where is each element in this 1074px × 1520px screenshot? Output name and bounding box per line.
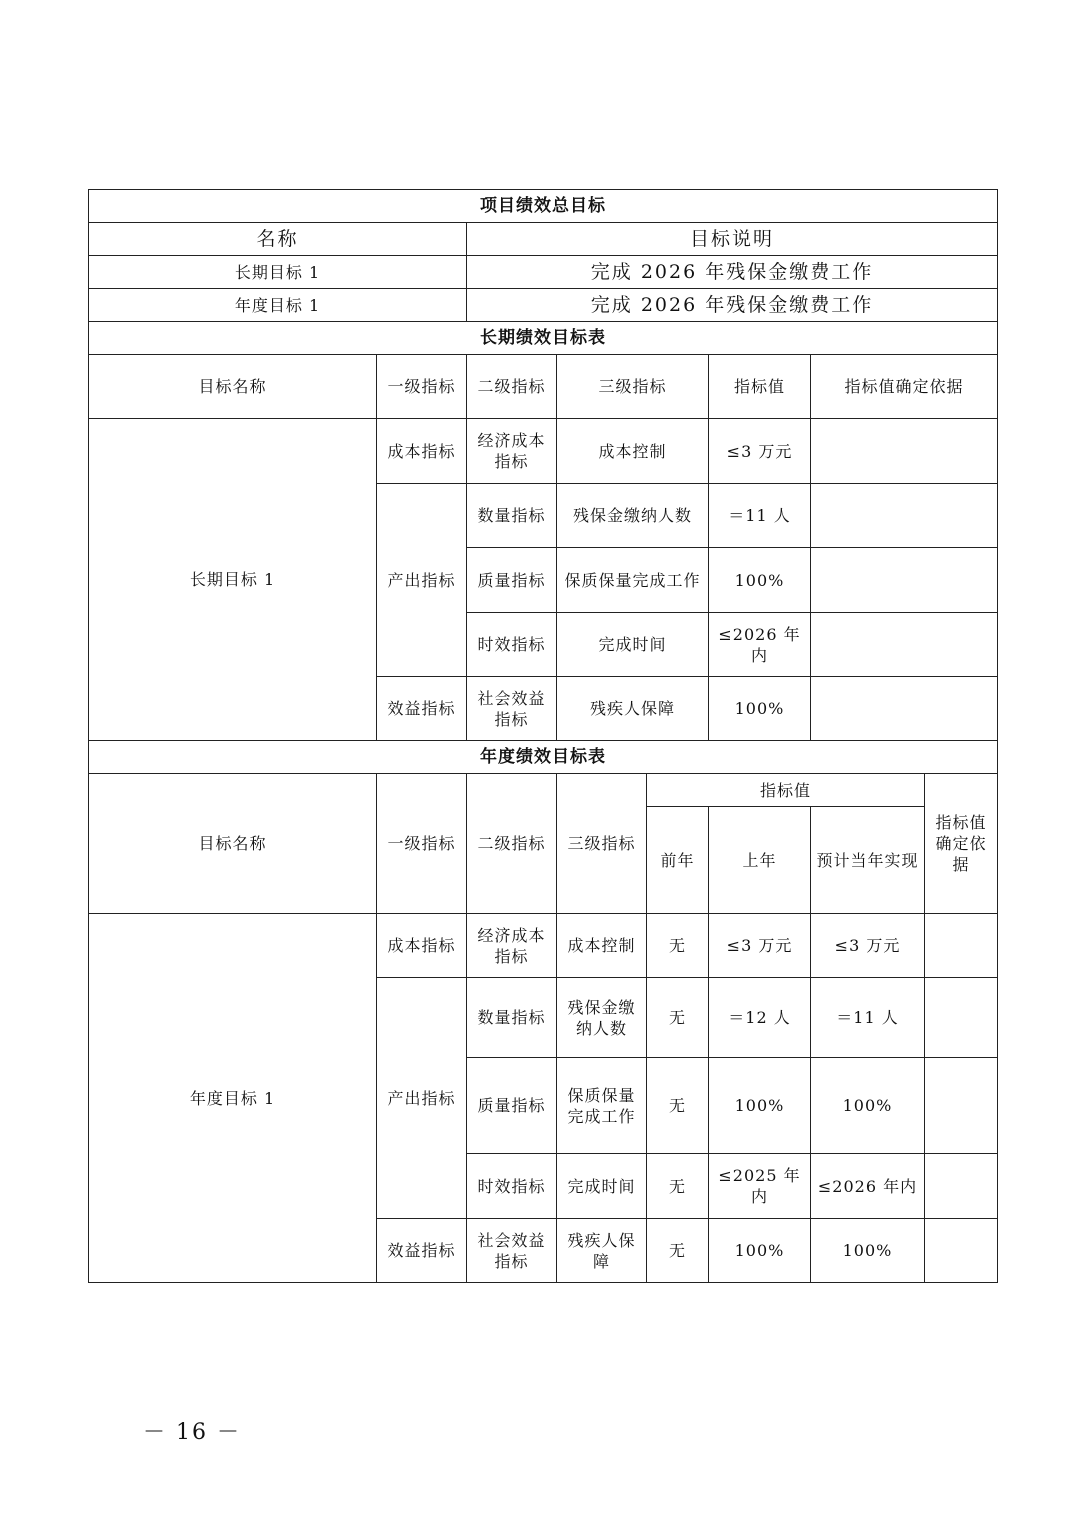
long-level1: 产出指标 — [377, 484, 467, 677]
annual-last: 100% — [709, 1058, 811, 1154]
annual-basis — [925, 1154, 998, 1219]
annual-header-target: 目标名称 — [89, 774, 377, 914]
long-term-title: 长期绩效目标表 — [89, 322, 998, 355]
long-level3: 残保金缴纳人数 — [557, 484, 709, 548]
long-level3: 完成时间 — [557, 613, 709, 677]
summary-row-name: 长期目标 1 — [89, 256, 467, 289]
annual-level3: 残疾人保障 — [557, 1219, 647, 1283]
annual-level3: 成本控制 — [557, 914, 647, 978]
annual-prev: 无 — [647, 978, 709, 1058]
long-level2: 时效指标 — [467, 613, 557, 677]
annual-header-level1: 一级指标 — [377, 774, 467, 914]
annual-last: ≤2025 年内 — [709, 1154, 811, 1219]
annual-prev: 无 — [647, 1058, 709, 1154]
annual-basis — [925, 978, 998, 1058]
annual-basis — [925, 1058, 998, 1154]
long-level2: 质量指标 — [467, 548, 557, 613]
annual-header-value: 指标值 — [647, 774, 925, 807]
annual-level2: 时效指标 — [467, 1154, 557, 1219]
performance-table — [88, 189, 998, 1283]
annual-level1: 效益指标 — [377, 1219, 467, 1283]
annual-title: 年度绩效目标表 — [89, 741, 998, 774]
long-basis — [811, 419, 998, 484]
annual-level2: 质量指标 — [467, 1058, 557, 1154]
annual-header-basis: 指标值确定依据 — [925, 774, 998, 914]
long-header-level1: 一级指标 — [377, 355, 467, 419]
annual-level3: 残保金缴纳人数 — [557, 978, 647, 1058]
annual-expected: ＝11 人 — [811, 978, 925, 1058]
page-number: － 16 － — [143, 1420, 241, 1445]
annual-expected: 100% — [811, 1219, 925, 1283]
annual-header-level3: 三级指标 — [557, 774, 647, 914]
long-basis — [811, 484, 998, 548]
annual-last: ＝12 人 — [709, 978, 811, 1058]
annual-level1: 成本指标 — [377, 914, 467, 978]
annual-level3: 保质保量完成工作 — [557, 1058, 647, 1154]
long-value: ≤2026 年内 — [709, 613, 811, 677]
summary-title: 项目绩效总目标 — [89, 190, 998, 223]
annual-target-name: 年度目标 1 — [89, 914, 377, 1283]
long-level2: 数量指标 — [467, 484, 557, 548]
annual-level2: 经济成本指标 — [467, 914, 557, 978]
summary-col-desc: 目标说明 — [467, 223, 998, 256]
annual-expected: ≤2026 年内 — [811, 1154, 925, 1219]
long-basis — [811, 677, 998, 741]
annual-prev: 无 — [647, 914, 709, 978]
long-value: ＝11 人 — [709, 484, 811, 548]
summary-row-name: 年度目标 1 — [89, 289, 467, 322]
long-header-level2: 二级指标 — [467, 355, 557, 419]
annual-header-last-year: 上年 — [709, 807, 811, 914]
annual-last: ≤3 万元 — [709, 914, 811, 978]
long-value: ≤3 万元 — [709, 419, 811, 484]
long-value: 100% — [709, 677, 811, 741]
long-header-value: 指标值 — [709, 355, 811, 419]
annual-level2: 社会效益指标 — [467, 1219, 557, 1283]
long-header-basis: 指标值确定依据 — [811, 355, 998, 419]
long-level1: 效益指标 — [377, 677, 467, 741]
annual-expected: 100% — [811, 1058, 925, 1154]
annual-header-prev-year: 前年 — [647, 807, 709, 914]
annual-header-expected: 预计当年实现 — [811, 807, 925, 914]
summary-row-desc: 完成 2026 年残保金缴费工作 — [467, 256, 998, 289]
long-header-level3: 三级指标 — [557, 355, 709, 419]
long-basis — [811, 613, 998, 677]
annual-basis — [925, 914, 998, 978]
long-level2: 经济成本指标 — [467, 419, 557, 484]
long-level1: 成本指标 — [377, 419, 467, 484]
summary-row-desc: 完成 2026 年残保金缴费工作 — [467, 289, 998, 322]
long-level2: 社会效益指标 — [467, 677, 557, 741]
annual-level2: 数量指标 — [467, 978, 557, 1058]
annual-prev: 无 — [647, 1154, 709, 1219]
annual-prev: 无 — [647, 1219, 709, 1283]
annual-last: 100% — [709, 1219, 811, 1283]
long-level3: 残疾人保障 — [557, 677, 709, 741]
long-level3: 保质保量完成工作 — [557, 548, 709, 613]
annual-level1: 产出指标 — [377, 978, 467, 1219]
long-value: 100% — [709, 548, 811, 613]
long-target-name: 长期目标 1 — [89, 419, 377, 741]
annual-basis — [925, 1219, 998, 1283]
long-header-target: 目标名称 — [89, 355, 377, 419]
summary-col-name: 名称 — [89, 223, 467, 256]
annual-expected: ≤3 万元 — [811, 914, 925, 978]
annual-header-level2: 二级指标 — [467, 774, 557, 914]
long-basis — [811, 548, 998, 613]
long-level3: 成本控制 — [557, 419, 709, 484]
annual-level3: 完成时间 — [557, 1154, 647, 1219]
